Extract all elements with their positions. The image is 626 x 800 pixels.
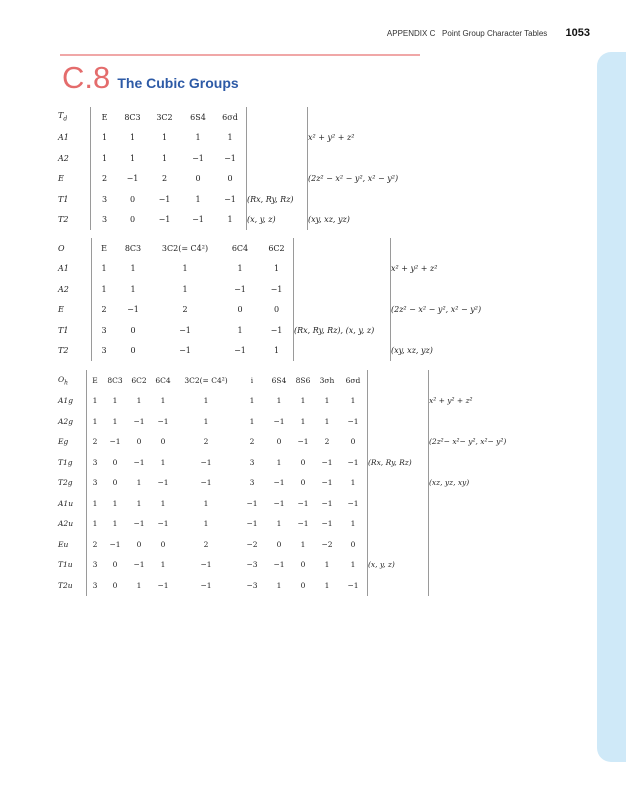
character-value: 1: [339, 473, 368, 494]
character-value: 1: [203, 416, 209, 426]
character-value: 2: [249, 437, 255, 447]
character-value: 1: [101, 284, 107, 294]
character-value: 3: [101, 194, 108, 204]
table-header-row: [58, 370, 524, 391]
character-value: 2: [203, 539, 209, 549]
character-value: 1: [203, 396, 209, 406]
character-value: −1: [109, 539, 121, 549]
character-value: −1: [246, 519, 258, 529]
column-header: 3C2: [156, 112, 173, 122]
quadratic-function: [429, 411, 525, 432]
character-value: −1: [246, 498, 258, 508]
character-value: 1: [182, 264, 188, 274]
character-value: 2: [203, 437, 209, 447]
character-value: 1: [136, 498, 142, 508]
quadratic-function: x² + y² + z²: [308, 133, 355, 143]
character-value: −1: [234, 346, 246, 356]
quadratic-function: [429, 575, 525, 596]
character-value: −1: [200, 580, 212, 590]
quadratic-function: [391, 279, 510, 300]
group-label: $O_h$: [58, 370, 87, 391]
linear-function: [368, 391, 429, 412]
linear-function: [368, 473, 429, 494]
character-value: 1: [260, 341, 294, 362]
table-header-row: [58, 107, 426, 128]
character-value: 0: [276, 539, 282, 549]
character-value: 3: [101, 346, 107, 356]
character-value: −1: [321, 478, 333, 488]
linear-function: (x, y, z): [368, 555, 429, 576]
table-row: [58, 473, 524, 494]
character-value: −1: [158, 215, 171, 225]
character-value: 0: [339, 534, 368, 555]
character-value: 1: [136, 478, 142, 488]
character-value: 2: [92, 437, 98, 447]
linear-function: [368, 493, 429, 514]
character-value: 1: [203, 519, 209, 529]
character-value: 1: [249, 396, 255, 406]
table-row: [58, 300, 509, 321]
character-value: 2: [101, 174, 108, 184]
character-value: −1: [339, 493, 368, 514]
quadratic-function: x² + y² + z²: [429, 396, 473, 406]
character-value: 1: [300, 396, 306, 406]
character-value: 1: [130, 264, 136, 274]
character-value: 1: [112, 416, 118, 426]
linear-function: [368, 575, 429, 596]
character-value: 1: [182, 284, 188, 294]
character-value: −1: [158, 194, 171, 204]
quadratic-function: (2z² − x² − y², x² − y²): [391, 305, 482, 315]
linear-function: [368, 432, 429, 453]
character-value: −1: [133, 560, 145, 570]
character-value: 1: [237, 264, 243, 274]
character-value: 1: [195, 133, 201, 143]
character-value: −2: [321, 539, 333, 549]
table-row: [58, 411, 524, 432]
character-value: 3: [249, 457, 255, 467]
character-value: 3: [92, 560, 98, 570]
character-value: 0: [112, 478, 118, 488]
character-value: −1: [192, 215, 204, 225]
character-value: 1: [92, 519, 98, 529]
character-value: 0: [136, 539, 142, 549]
character-value: 3: [92, 457, 98, 467]
character-value: −1: [133, 457, 145, 467]
column-header: 6C2: [131, 375, 147, 385]
character-value: −1: [200, 560, 212, 570]
column-header: E: [101, 243, 107, 253]
linear-function: [294, 259, 391, 280]
column-header: 6C2: [260, 238, 294, 259]
quadratic-function: [429, 493, 525, 514]
table-header-row: [58, 238, 509, 259]
character-value: 1: [136, 580, 142, 590]
linear-function: [294, 300, 391, 321]
irrep-label: T1: [58, 320, 92, 341]
character-value: 1: [101, 264, 107, 274]
character-value: −1: [273, 478, 285, 488]
character-value: −1: [273, 560, 285, 570]
character-value: 1: [160, 457, 166, 467]
linear-function: [368, 534, 429, 555]
character-value: 3: [92, 478, 98, 488]
character-table-td: [58, 107, 426, 230]
character-value: −3: [246, 560, 258, 570]
linear-function: (Rx, Ry, Rz): [368, 452, 429, 473]
character-value: 1: [92, 416, 98, 426]
quadratic-function: (2z²− x²− y², x²− y²): [429, 437, 507, 447]
side-tab-band: [597, 52, 626, 762]
character-value: −1: [200, 478, 212, 488]
character-value: 1: [214, 210, 247, 231]
character-value: 1: [195, 194, 201, 204]
character-value: 0: [130, 325, 136, 335]
irrep-label: A1g: [58, 391, 87, 412]
column-header: 3C2(= C4²): [184, 375, 228, 385]
character-value: −1: [297, 437, 309, 447]
character-value: 2: [324, 437, 330, 447]
quadratic-function: [429, 555, 525, 576]
character-value: 2: [182, 305, 188, 315]
character-value: −1: [339, 575, 368, 596]
character-value: 1: [136, 396, 142, 406]
table-row: [58, 148, 426, 169]
character-value: 2: [101, 305, 107, 315]
column-header: 8C3: [107, 375, 123, 385]
character-value: 0: [129, 215, 136, 225]
linear-function: [247, 148, 308, 169]
section-heading: [62, 60, 239, 96]
character-table-o: [58, 238, 509, 361]
column-header: i: [250, 375, 254, 385]
header-title: Point Group Character Tables: [442, 29, 548, 38]
character-value: 1: [276, 519, 282, 529]
character-value: 0: [300, 457, 306, 467]
character-value: −1: [214, 148, 247, 169]
character-value: −1: [157, 416, 169, 426]
character-value: −1: [157, 478, 169, 488]
character-value: 1: [276, 580, 282, 590]
character-value: 1: [161, 133, 168, 143]
linear-function: [368, 411, 429, 432]
column-header: 6S4: [190, 112, 206, 122]
character-value: −1: [273, 498, 285, 508]
column-header: E: [101, 112, 108, 122]
character-value: −1: [297, 498, 309, 508]
character-value: 1: [92, 396, 98, 406]
character-value: 2: [161, 174, 168, 184]
linear-function: [247, 169, 308, 190]
character-value: −1: [126, 174, 139, 184]
character-value: 3: [249, 478, 255, 488]
character-value: −3: [246, 580, 258, 590]
character-value: −1: [179, 346, 191, 356]
table-row: [58, 555, 524, 576]
character-value: 1: [324, 560, 330, 570]
quadratic-function: (xy, xz, yz): [391, 346, 433, 356]
column-header: E: [92, 375, 98, 385]
character-value: 1: [101, 153, 108, 163]
irrep-label: T2: [58, 341, 92, 362]
column-header: 3σh: [319, 375, 335, 385]
character-value: 0: [130, 346, 136, 356]
quadratic-function: [308, 148, 427, 169]
character-value: 0: [300, 560, 306, 570]
section-rule: [60, 54, 420, 56]
character-value: −1: [109, 437, 121, 447]
character-value: −1: [339, 452, 368, 473]
character-value: 1: [324, 580, 330, 590]
character-value: −1: [127, 305, 139, 315]
table-row: [58, 320, 509, 341]
irrep-label: A1: [58, 259, 92, 280]
character-value: 1: [92, 498, 98, 508]
irrep-label: T2: [58, 210, 91, 231]
linear-function: [294, 341, 391, 362]
table-row: [58, 259, 509, 280]
irrep-label: A1u: [58, 493, 87, 514]
header-chapter: APPENDIX C: [386, 29, 436, 38]
linear-function: (Rx, Ry, Rz): [247, 189, 308, 210]
character-value: −1: [234, 284, 246, 294]
character-value: −1: [321, 498, 333, 508]
character-value: 1: [129, 153, 136, 163]
irrep-label: A1: [58, 128, 91, 149]
character-value: 1: [161, 153, 168, 163]
table-row: [58, 128, 426, 149]
character-value: 2: [92, 539, 98, 549]
character-value: 1: [112, 396, 118, 406]
irrep-label: E: [58, 300, 92, 321]
character-value: 1: [300, 539, 306, 549]
character-value: −1: [321, 457, 333, 467]
character-value: 1: [260, 259, 294, 280]
column-header: 8S6: [295, 375, 311, 385]
irrep-label: T1g: [58, 452, 87, 473]
character-value: 1: [160, 560, 166, 570]
character-value: 0: [129, 194, 136, 204]
table-row: [58, 432, 524, 453]
character-value: −1: [192, 153, 204, 163]
table-row: [58, 493, 524, 514]
quadratic-function: [429, 534, 525, 555]
character-value: 0: [195, 174, 201, 184]
character-value: 1: [339, 555, 368, 576]
irrep-label: Eu: [58, 534, 87, 555]
quadratic-function: [391, 320, 510, 341]
character-value: −1: [214, 189, 247, 210]
irrep-label: T2g: [58, 473, 87, 494]
quadratic-function: [429, 452, 525, 473]
character-value: 1: [101, 133, 108, 143]
character-value: 1: [324, 416, 330, 426]
character-value: 0: [214, 169, 247, 190]
character-value: 0: [300, 580, 306, 590]
character-value: −1: [157, 580, 169, 590]
character-value: 0: [260, 300, 294, 321]
irrep-label: A2: [58, 148, 91, 169]
character-value: 1: [249, 416, 255, 426]
page-number: 1053: [565, 27, 590, 39]
character-value: −1: [297, 519, 309, 529]
irrep-label: A2: [58, 279, 92, 300]
character-value: −2: [246, 539, 258, 549]
irrep-label: T1u: [58, 555, 87, 576]
linear-function: [247, 128, 308, 149]
column-header: 6C4: [155, 375, 171, 385]
character-value: 0: [276, 437, 282, 447]
column-header: 6C4: [231, 243, 249, 253]
section-number: C.8: [62, 60, 111, 95]
quadratic-function: [429, 514, 525, 535]
character-value: 1: [339, 514, 368, 535]
table-row: [58, 279, 509, 300]
character-value: 1: [276, 396, 282, 406]
character-value: 1: [129, 133, 136, 143]
character-value: 0: [160, 539, 166, 549]
character-value: 1: [160, 396, 166, 406]
character-value: 1: [160, 498, 166, 508]
running-header: [387, 27, 590, 39]
table-row: [58, 534, 524, 555]
character-value: 1: [112, 498, 118, 508]
irrep-label: T1: [58, 189, 91, 210]
linear-function: [294, 279, 391, 300]
character-value: 0: [300, 478, 306, 488]
character-value: −1: [133, 519, 145, 529]
character-value: 1: [324, 396, 330, 406]
column-header: 8C3: [124, 112, 141, 122]
quadratic-function: [308, 189, 427, 210]
linear-function: (x, y, z): [247, 210, 308, 231]
character-value: 1: [203, 498, 209, 508]
group-label: O: [58, 238, 92, 259]
quadratic-function: (xz, yz, xy): [429, 478, 470, 488]
table-row: [58, 210, 426, 231]
irrep-label: T2u: [58, 575, 87, 596]
table-row: [58, 189, 426, 210]
character-value: 1: [214, 128, 247, 149]
character-value: −1: [260, 279, 294, 300]
irrep-label: A2u: [58, 514, 87, 535]
column-header: 6σd: [339, 370, 368, 391]
character-value: 3: [92, 580, 98, 590]
irrep-label: A2g: [58, 411, 87, 432]
table-row: [58, 391, 524, 412]
table-row: [58, 575, 524, 596]
character-value: 1: [276, 457, 282, 467]
column-header: 3C2(= C4²): [161, 243, 209, 253]
character-value: 0: [112, 560, 118, 570]
character-value: −1: [273, 416, 285, 426]
character-value: −1: [260, 320, 294, 341]
character-value: 1: [130, 284, 136, 294]
character-value: −1: [179, 325, 191, 335]
character-value: 1: [300, 416, 306, 426]
irrep-label: Eg: [58, 432, 87, 453]
character-table-oh: [58, 370, 524, 596]
character-value: 0: [237, 305, 243, 315]
quadratic-function: (xy, xz, yz): [308, 215, 350, 225]
column-header: 6S4: [271, 375, 287, 385]
character-value: 1: [237, 325, 243, 335]
character-value: −1: [133, 416, 145, 426]
character-value: −1: [200, 457, 212, 467]
table-row: [58, 169, 426, 190]
linear-function: [368, 514, 429, 535]
column-header: 8C3: [124, 243, 142, 253]
character-value: −1: [321, 519, 333, 529]
character-value: 0: [160, 437, 166, 447]
table-row: [58, 514, 524, 535]
character-value: −1: [157, 519, 169, 529]
character-value: −1: [339, 411, 368, 432]
irrep-label: E: [58, 169, 91, 190]
character-value: 0: [112, 457, 118, 467]
table-row: [58, 452, 524, 473]
character-value: 0: [112, 580, 118, 590]
character-value: 0: [339, 432, 368, 453]
character-value: 0: [136, 437, 142, 447]
character-value: 3: [101, 215, 108, 225]
column-header: 6σd: [214, 107, 247, 128]
linear-function: (Rx, Ry, Rz), (x, y, z): [294, 320, 391, 341]
character-value: 1: [112, 519, 118, 529]
group-label: $T_d$: [58, 107, 91, 128]
table-row: [58, 341, 509, 362]
section-title: The Cubic Groups: [117, 75, 239, 91]
quadratic-function: x² + y² + z²: [391, 264, 438, 274]
quadratic-function: (2z² − x² − y², x² − y²): [308, 174, 399, 184]
character-value: 1: [339, 391, 368, 412]
character-value: 3: [101, 325, 107, 335]
